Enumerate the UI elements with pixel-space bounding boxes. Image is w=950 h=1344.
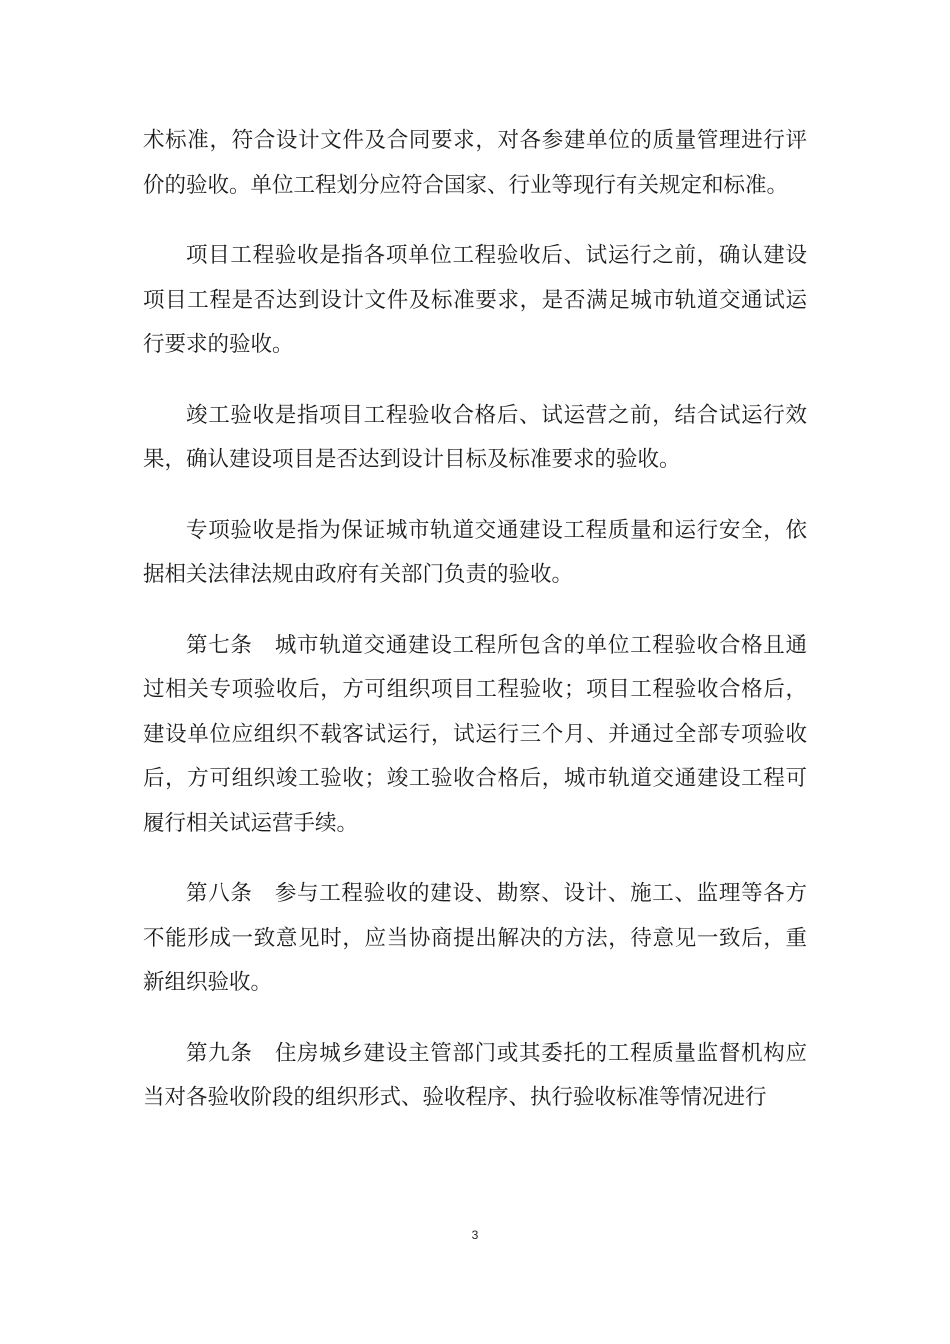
paragraph-article-9: 第九条 住房城乡建设主管部门或其委托的工程质量监督机构应当对各验收阶段的组织形式、验收程序、执行验收标准等情况进行: [143, 1040, 807, 1110]
document-body: [143, 119, 807, 1147]
paragraph-continued: 术标准，符合设计文件及合同要求，对各参建单位的质量管理进行评价的验收。单位工程划分应符合国家、行业等现行有关规定和标准。: [143, 128, 807, 198]
paragraph-special-acceptance: 专项验收是指为保证城市轨道交通建设工程质量和运行安全，依据相关法律法规由政府有关部门负责的验收。: [143, 517, 807, 587]
paragraph-article-7: 第七条 城市轨道交通建设工程所包含的单位工程验收合格且通过相关专项验收后，方可组织项目工程验收；项目工程验收合格后，建设单位应组织不载客试运行，试运行三个月、并通过全部专项验收后，方可组织竣工验收；竣工验收合格后，城市轨道交通建设工程可履行相关试运营手续。: [143, 632, 807, 836]
page-number: 3: [471, 1228, 479, 1242]
paragraph-article-8: 第八条 参与工程验收的建设、勘察、设计、施工、监理等各方不能形成一致意见时，应当协商提出解决的方法，待意见一致后，重新组织验收。: [143, 881, 807, 995]
paragraph-project-acceptance: 项目工程验收是指各项单位工程验收后、试运行之前，确认建设项目工程是否达到设计文件及标准要求，是否满足城市轨道交通试运行要求的验收。: [143, 243, 807, 357]
paragraph-completion-acceptance: 竣工验收是指项目工程验收合格后、试运营之前，结合试运行效果，确认建设项目是否达到设计目标及标准要求的验收。: [143, 402, 807, 472]
